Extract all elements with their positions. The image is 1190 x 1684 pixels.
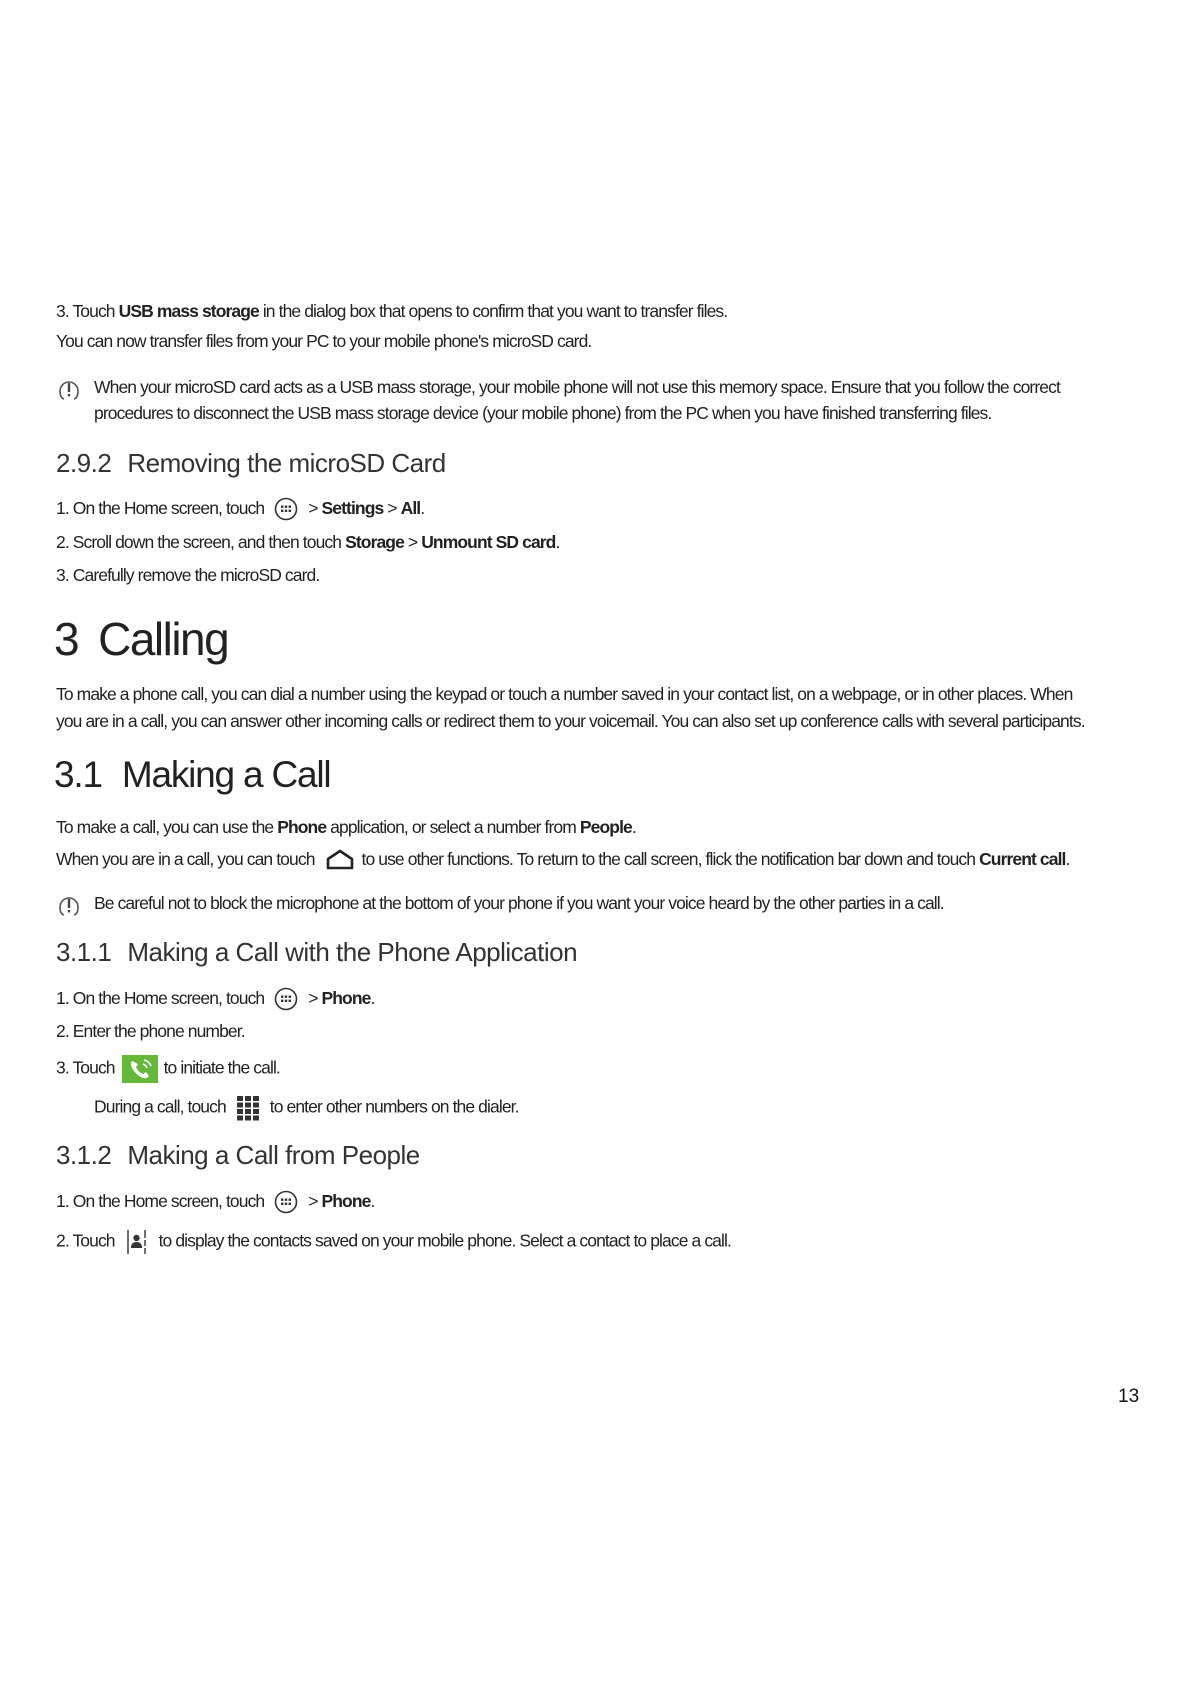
note-line-2: procedures to disconnect the USB mass storage device (your mobile phone) from the PC when you have finished transferring files.	[94, 403, 992, 423]
dialpad-icon	[236, 1095, 260, 1121]
step-292-1: 1. On the Home screen, touch > Settings > All.	[56, 497, 424, 521]
step-292-3: 3. Carefully remove the microSD card.	[56, 565, 320, 585]
chapter-intro-1: To make a phone call, you can dial a number using the keypad or touch a number saved in your contact list, on a webpage, or in other places. When	[56, 684, 1073, 704]
heading-3-1-1: 3.1.1 Making a Call with the Phone Application	[56, 937, 578, 967]
transfer-line: You can now transfer files from your PC to your mobile phone's microSD card.	[56, 331, 592, 351]
app-launcher-icon	[274, 1190, 298, 1214]
app-launcher-icon	[274, 497, 298, 521]
step-usb-mass-storage: 3. Touch USB mass storage in the dialog box that opens to confirm that you want to transfer files.	[56, 301, 728, 321]
step-311-2: 2. Enter the phone number.	[56, 1021, 245, 1041]
step-312-1: 1. On the Home screen, touch > Phone.	[56, 1190, 374, 1214]
page-number: 13	[1118, 1386, 1140, 1407]
note-line-1: When your microSD card acts as a USB mass storage, your mobile phone will not use this memory space. Ensure that you follow the correct	[94, 377, 1060, 397]
step-312-2: 2. Touch to display the contacts saved on your mobile phone. Select a contact to place a call.	[56, 1229, 731, 1255]
contacts-icon	[125, 1229, 149, 1255]
making-call-line-2: When you are in a call, you can touch to use other functions. To return to the call screen, flick the notification bar down and touch Current call.	[56, 848, 1069, 871]
during-call-line: During a call, touch to enter other numbers on the dialer.	[94, 1095, 519, 1121]
chapter-3-title: 3 Calling	[54, 613, 229, 665]
phone-call-icon	[122, 1055, 158, 1083]
bold-usb-mass-storage: USB mass storage	[118, 301, 259, 321]
step-292-2: 2. Scroll down the screen, and then touch Storage > Unmount SD card.	[56, 532, 560, 552]
exclamation-note-icon	[56, 892, 82, 918]
microphone-note: Be careful not to block the microphone at the bottom of your phone if you want your voice heard by the other parties in a call.	[94, 893, 944, 913]
exclamation-note-icon	[56, 376, 82, 402]
making-call-line-1: To make a call, you can use the Phone application, or select a number from People.	[56, 817, 636, 837]
home-icon	[325, 849, 355, 871]
heading-3-1-2: 3.1.2 Making a Call from People	[56, 1140, 420, 1170]
app-launcher-icon	[274, 987, 298, 1011]
step-311-1: 1. On the Home screen, touch > Phone.	[56, 987, 374, 1011]
heading-3-1: 3.1 Making a Call	[54, 754, 331, 795]
step-311-3: 3. Touch to initiate the call.	[56, 1055, 280, 1083]
heading-2-9-2: 2.9.2 Removing the microSD Card	[56, 448, 446, 478]
chapter-intro-2: you are in a call, you can answer other incoming calls or redirect them to your voicemail. You can also set up conference calls with several participants.	[56, 711, 1085, 731]
